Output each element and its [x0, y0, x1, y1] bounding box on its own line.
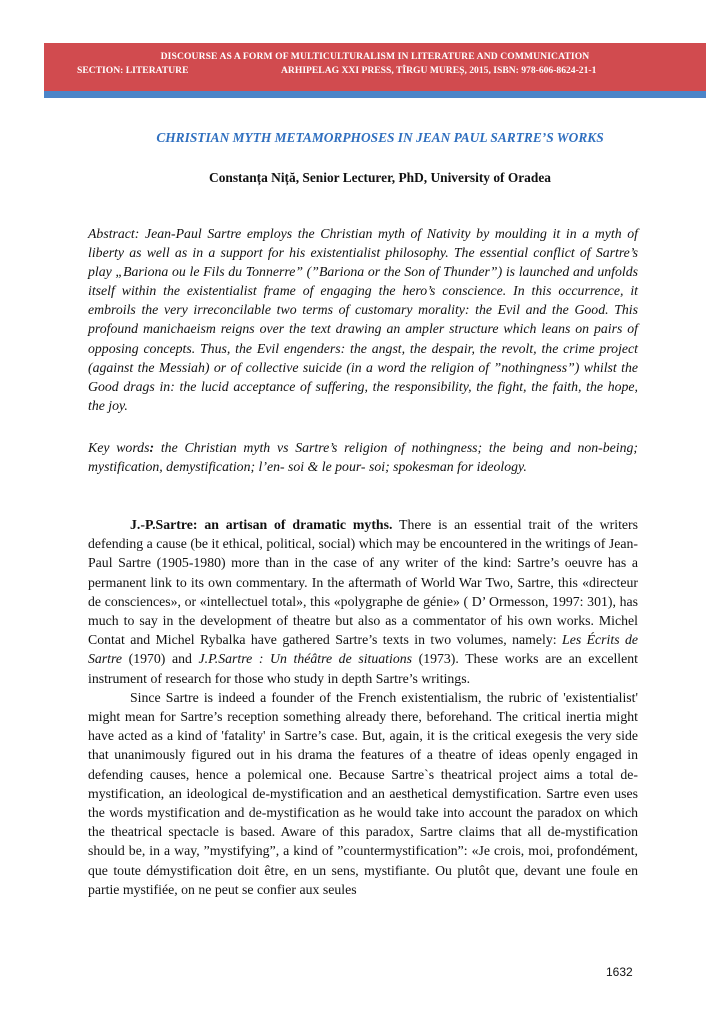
section-label: SECTION: LITERATURE [77, 65, 189, 76]
article-body [88, 515, 638, 899]
abstract: Abstract: Jean-Paul Sartre employs the Christian myth of Nativity by moulding it in a myth of liberty as well as in a support for his existentialist philosophy. The essential conflict of Sartre’s play „Bariona ou le Fils du Tonnerre” (”Bariona or the Son of Thunder”) is launched and unfolds itself within the existentialist frame of engaging the hero’s conscience. In this occurrence, it embroils the very irreconcilable two terms of customary morality: the Evil and the Good. This profound manichaeism reigns over the text drawing an ampler structure which leans on pairs of opposing concepts. Thus, the Evil engenders: the angst, the despair, the revolt, the crime project (against the Messiah) or of collective suicide (in a word the religion of ”nothingness”) whilst the Good drags in: the lucid acceptance of suffering, the responsibility, the fight, the faith, the hope, the joy. [88, 226, 638, 413]
header-banner [44, 43, 706, 91]
header-stripe [44, 91, 706, 98]
keywords-text: the Christian myth vs Sartre’s religion of nothingness; the being and non-being; mystification, demystification; l’en- soi & le pour- soi; spokesman for ideology. [88, 440, 638, 475]
publisher-isbn: ARHIPELAG XXI PRESS, TÎRGU MUREȘ, 2015, ISBN: 978-606-8624-21-1 [281, 65, 597, 76]
author-line: Constanța Niță, Senior Lecturer, PhD, University of Oradea [209, 170, 551, 185]
keywords [88, 438, 638, 476]
keywords-label: Key words [88, 440, 150, 455]
page-number: 1632 [606, 965, 633, 979]
article-title: CHRISTIAN MYTH METAMORPHOSES IN JEAN PAUL SARTRE’S WORKS [156, 130, 604, 145]
body-paragraph-1 [88, 515, 638, 688]
work-title-1: Les Écrits de Sartre [88, 632, 639, 667]
p1-text-b: (1970) and [121, 651, 199, 667]
body-paragraph-2: Since Sartre is indeed a founder of the French existentialism, the rubric of 'existentialist' might mean for Sartre’s reception something already there, beforehand. The critical inertia might have acted as a kind of 'fatality' in Sartre’s case. But, again, it is the critical exegesis the very side that unanimously figured out in his drama the features of a theatre of ideas openly engaged in defending causes, hence a polemical one. Because Sartre`s theatrical project aims a total de-mystification, an ideological de-mystification and an aesthetical demystification. Sartre even uses the words mystification and de-mystification as he would take into account the paradox on which the theatrical spectacle is based. Aware of this paradox, Sartre claims that all de-mystification should be, in a way, ”mystifying”, a kind of ”countermystification”: «Je crois, moi, profondément, que toute démystification doit être, en un sens, mystifiante. Ou plutôt que, devant une foule en partie mystifiée, on ne peut se confier aux seules [88, 689, 638, 897]
p1-text-a: There is an essential trait of the writers defending a cause (be it ethical, political, social) which may be encountered in the writings of Jean-Paul Sartre (1905-1980) more than in the case of any writer of the kind: Sartre’s oeuvre has a permanent link to its own commentary. In the aftermath of World War Two, Sartre, this «directeur de consciences», or «intellectuel total», this «polygraphe de génie» ( D’ Ormesson, 1997: 301), has much to say in the development of theatre but also as a commentator of his own works. Michel Contat and Michel Rybalka have gathered Sartre’s texts in two volumes, namely: [88, 517, 638, 648]
section-heading: J.-P.Sartre: an artisan of dramatic myths. [130, 517, 393, 532]
conference-title: DISCOURSE AS A FORM OF MULTICULTURALISM IN LITERATURE AND COMMUNICATION [160, 51, 590, 62]
p1-text-c: (1973). These works are an excellent instrument of research for those who study in depth Sartre’s writings. [88, 651, 638, 686]
work-title-2: J.P.Sartre : Un théâtre de situations [198, 651, 412, 667]
keywords-colon: : [149, 440, 155, 455]
